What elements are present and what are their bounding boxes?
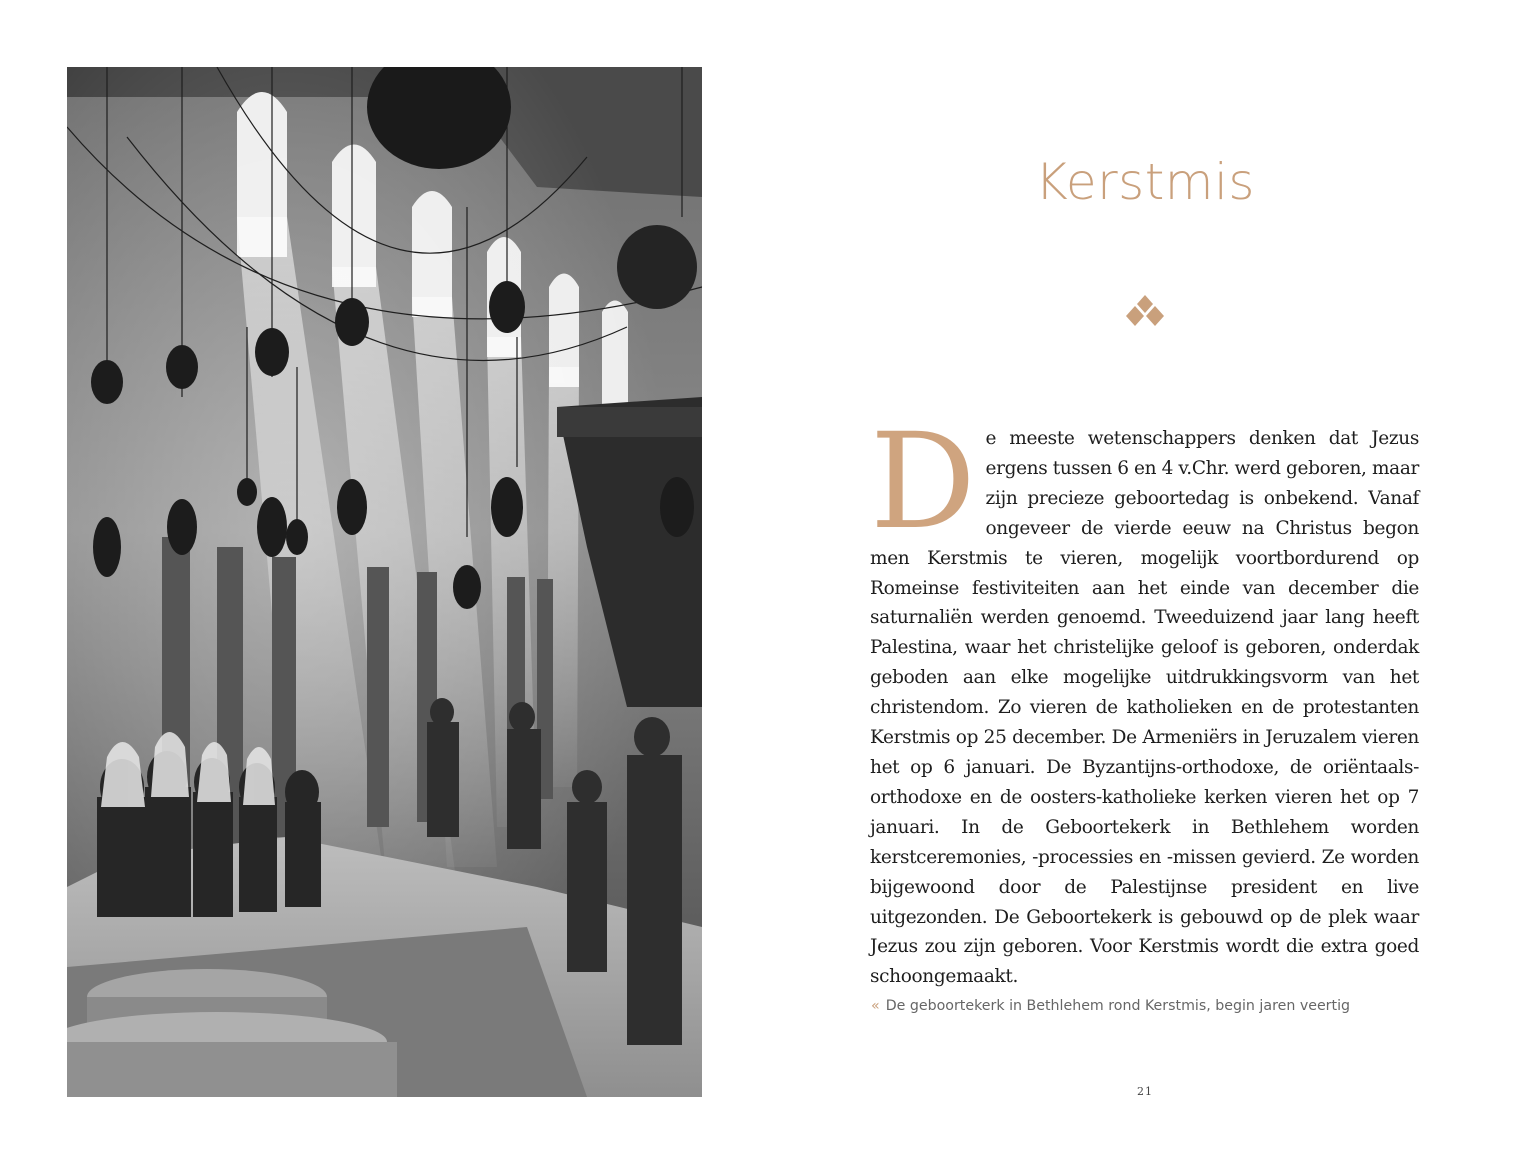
page-title: Kerstmis xyxy=(1035,153,1255,211)
diamond-cluster-icon xyxy=(1123,295,1167,331)
church-interior-photo xyxy=(67,67,702,1097)
drop-cap: D xyxy=(870,405,976,559)
photo-caption xyxy=(871,998,1431,1014)
caption-text: De geboortekerk in Bethlehem rond Kerstmis, begin jaren veertig xyxy=(885,998,1351,1014)
double-chevron-left-icon: « xyxy=(871,998,880,1014)
body-paragraph: e meeste wetenschappers denken dat Jezus ergens tussen 6 en 4 v.Chr. werd geboren, maar zijn precieze geboortedag is onbekend. Vanaf ongeveer de vierde eeuw na Christus begon men Kerstmis te vieren, mogelijk voortbordurend op Romeinse festiviteiten aan het einde van december die saturnaliën werden genoemd. Tweeduizend jaar lang heeft Palestina, waar het christelijke geloof is geboren, onderdak geboden aan elke mogelijke uitdrukkingsvorm van het christendom. Zo vieren de katholieken en de protestanten Kerstmis op 25 december. De Armeniërs in Jeruzalem vieren het op 6 januari. De Byzantijns-orthodoxe, de oriëntaals-orthodoxe en de oosters-katholieke kerken vieren het op 7 januari. In de Geboortekerk in Bethlehem worden kerstceremonies, -processies en -missen gevierd. Ze worden bijgewoond door de Palestijnse president en live uitgezonden. De Geboortekerk is gebouwd op de plek waar Jezus zou zijn geboren. Voor Kerstmis wordt die extra goed schoongemaakt. xyxy=(870,428,1419,988)
page-number: 21 xyxy=(1137,1085,1153,1098)
body-text xyxy=(870,405,1419,992)
